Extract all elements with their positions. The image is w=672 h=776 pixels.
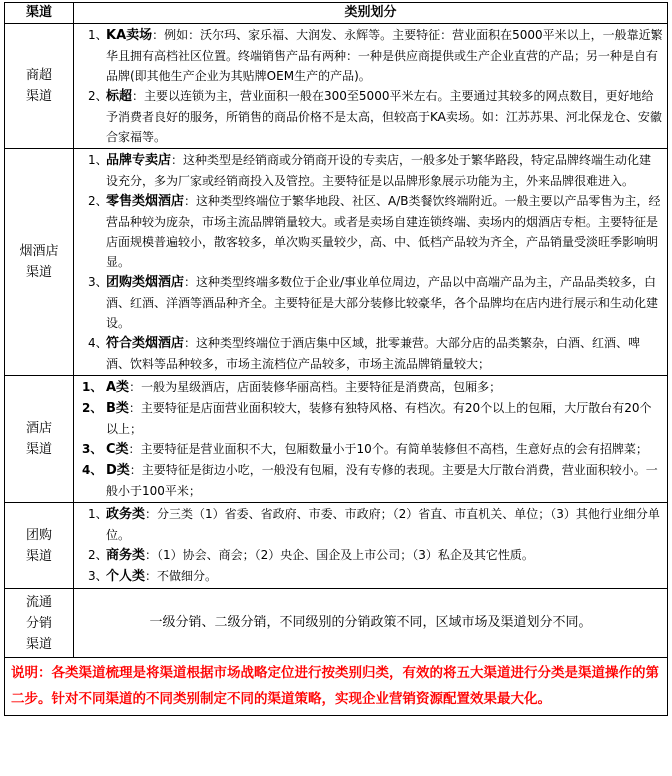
list-item: 1、 政务类：分三类（1）省委、省政府、市委、市政府；（2）省直、市直机关、单位；（3）其他行业细分单位。	[88, 507, 660, 542]
channel-label-supermarket: 商超 渠道	[5, 24, 74, 149]
classification-group-purchase	[74, 503, 668, 589]
classification-distribution: 一级分销、二级分销，不同级别的分销政策不同，区域市场及渠道划分不同。	[74, 589, 668, 658]
note-text: 说明：各类渠道梳理是将渠道根据市场战略定位进行按类别归类，有效的将五大渠道进行分类是渠道操作的第二步。针对不同渠道的不同类别制定不同的渠道策略，实现企业营销资源配置效果最大化。	[5, 658, 668, 716]
row-tobacco-liquor	[5, 149, 668, 376]
list-item: 2、 标超：主要以连锁为主，营业面积一般在300至5000平米左右。主要通过其较多的网点数目，更好地给予消费者良好的服务，所销售的商品价格不是太高，但较高于KA卖场。如：江苏苏果、河北保龙仓、安徽合家福等。	[88, 89, 662, 144]
channel-label-hotel: 酒店 渠道	[5, 376, 74, 503]
row-distribution	[5, 589, 668, 658]
classification-supermarket	[74, 24, 668, 149]
header-channel: 渠道	[5, 3, 74, 24]
list-item: 4、 符合类烟酒店：这种类型终端位于酒店集中区域，批零兼营。大部分店的品类繁杂，白酒、红酒、啤酒、饮料等品种较多，市场主流档位产品较多，市场主流品牌销量较大；	[88, 336, 641, 371]
list-item: 3、 C类：主要特征是营业面积不大，包厢数量小于10个。有简单装修但不高档，生意好点的会有招牌菜；	[82, 442, 648, 457]
channel-classification-table	[4, 2, 668, 716]
classification-tobacco-liquor	[74, 149, 668, 376]
list-item: 3、 团购类烟酒店：这种类型终端多数位于企业/事业单位周边，产品以中高端产品为主，产品品类较多，白酒、红酒、洋酒等酒品种齐全。主要特征是大部分装修比较豪华，各个品牌均在店内进行展示和生动化建设。	[88, 275, 659, 330]
list-item: 1、 品牌专卖店：这种类型是经销商或分销商开设的专卖店，一般多处于繁华路段，特定品牌终端生动化建设充分，多为厂家或经销商投入及管控。主要特征是以品牌形象展示功能为主，外来品牌很难进入。	[88, 153, 652, 188]
channel-label-tobacco-liquor: 烟酒店 渠道	[5, 149, 74, 376]
list-item: 3、 个人类：不做细分。	[88, 569, 218, 584]
classification-hotel	[74, 376, 668, 503]
header-classification: 类别划分	[74, 3, 668, 24]
row-group-purchase	[5, 503, 668, 589]
row-note	[5, 658, 668, 716]
row-hotel	[5, 376, 668, 503]
list-item: 2、 商务类：（1）协会、商会；（2）央企、国企及上市公司；（3）私企及其它性质。	[88, 548, 534, 563]
list-item: 1、 A类：一般为星级酒店，店面装修华丽高档。主要特征是消费高，包厢多；	[82, 380, 502, 395]
header-row	[5, 3, 668, 24]
list-item: 4、 D类：主要特征是街边小吃，一般没有包厢，没有专修的表现。主要是大厅散台消费，营业面积较小。一般小于100平米；	[82, 463, 658, 498]
channel-label-group-purchase: 团购 渠道	[5, 503, 74, 589]
list-item: 2、 零售类烟酒店：这种类型终端位于繁华地段、社区、A/B类餐饮终端附近。一般主要以产品零售为主，经营品种较为庞杂，市场主流品牌销量较大。或者是卖场自建连锁终端、卖场内的烟酒店专柜。主要特征是店面规模普遍较小，散客较多，单次购买量较少，高、中、低档产品较为齐全，产品销量受淡旺季影响明显。	[88, 194, 661, 269]
list-item: 2、 B类：主要特征是店面营业面积较大，装修有独特风格、有档次。有20个以上的包厢，大厅散台有20个以上；	[82, 401, 652, 436]
row-supermarket	[5, 24, 668, 149]
list-item: 1、 KA卖场：例如：沃尔玛、家乐福、大润发、永辉等。主要特征：营业面积在5000平米以上，一般靠近繁华且拥有高档社区位置。终端销售产品有两种：一种是供应商提供或生产企业直营的产品；另一种是自有品牌(即其他生产企业为其贴牌OEM生产的产品)。	[88, 28, 663, 83]
channel-label-distribution: 流通 分销 渠道	[5, 589, 74, 658]
